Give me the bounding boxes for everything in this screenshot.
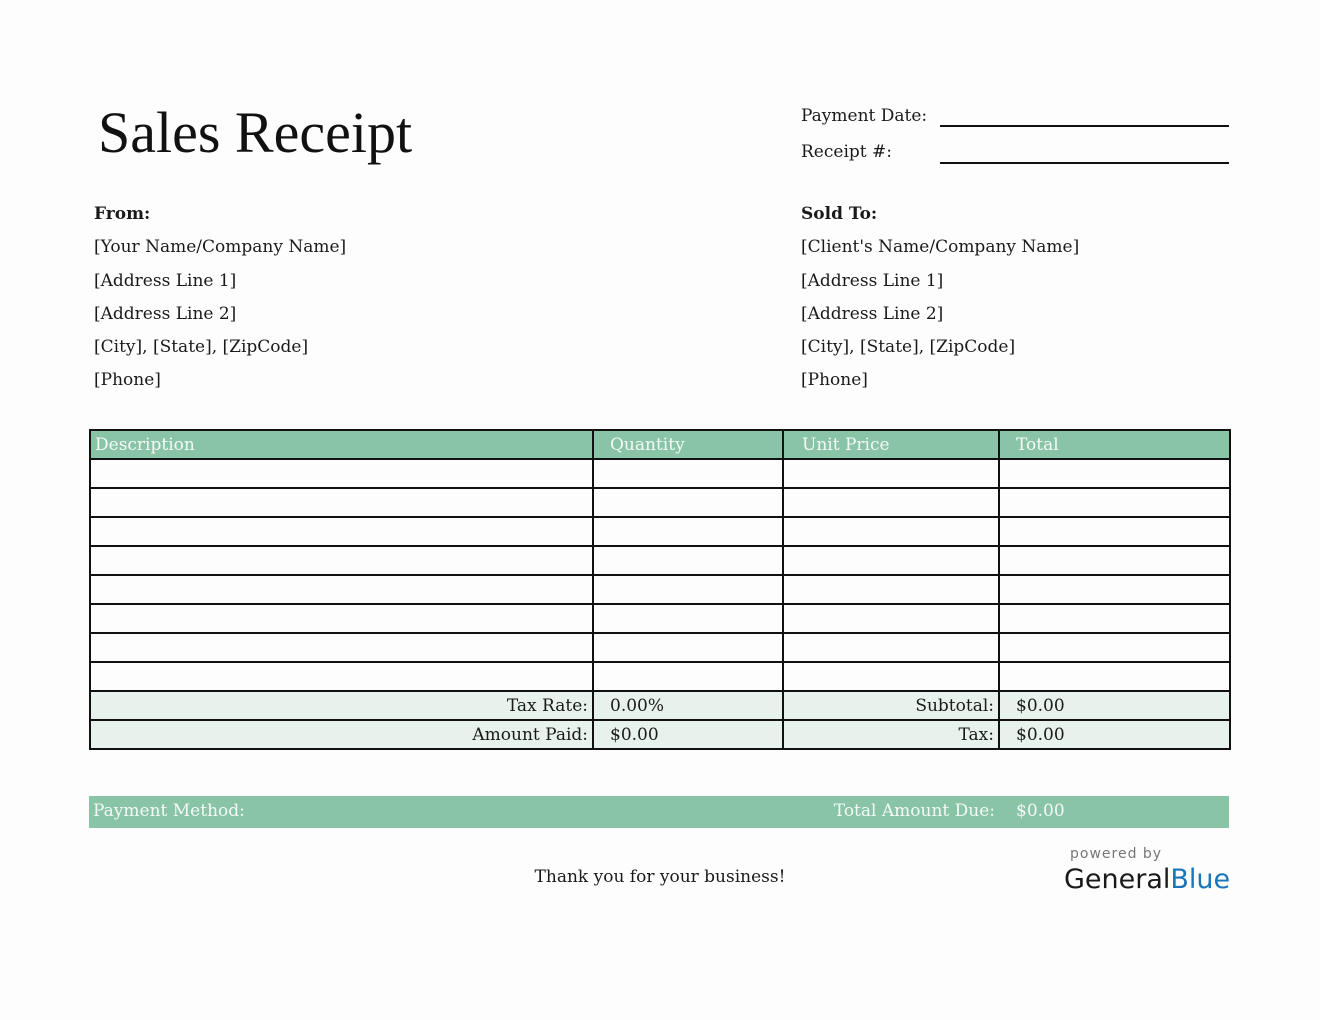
table-row [90, 546, 1230, 575]
total-cell[interactable] [999, 633, 1230, 662]
description-cell[interactable] [90, 575, 593, 604]
table-header-row [90, 430, 1230, 459]
payment-date-label: Payment Date: [801, 106, 928, 126]
amount-paid-value[interactable]: $0.00 [593, 720, 783, 749]
subtotal-label: Subtotal: [783, 691, 999, 720]
tax-value: $0.00 [999, 720, 1230, 749]
total-cell[interactable] [999, 575, 1230, 604]
payment-method-label[interactable]: Payment Method: [93, 801, 245, 821]
line-items-table [89, 429, 1231, 750]
tax-label: Tax: [783, 720, 999, 749]
unit-price-cell[interactable] [783, 459, 999, 488]
sold-to-block [801, 203, 1079, 403]
sold-to-phone[interactable]: [Phone] [801, 370, 868, 391]
amount-paid-label: Amount Paid: [90, 720, 593, 749]
unit-price-cell[interactable] [783, 546, 999, 575]
total-cell[interactable] [999, 604, 1230, 633]
from-city-state-zip[interactable]: [City], [State], [ZipCode] [94, 337, 309, 358]
description-cell[interactable] [90, 662, 593, 691]
unit-price-cell[interactable] [783, 575, 999, 604]
quantity-cell[interactable] [593, 604, 783, 633]
summary-row-tax-rate [90, 691, 1230, 720]
quantity-cell[interactable] [593, 633, 783, 662]
unit-price-cell[interactable] [783, 662, 999, 691]
description-cell[interactable] [90, 546, 593, 575]
total-cell[interactable] [999, 459, 1230, 488]
sold-to-name[interactable]: [Client's Name/Company Name] [801, 237, 1080, 258]
subtotal-value: $0.00 [999, 691, 1230, 720]
quantity-cell[interactable] [593, 575, 783, 604]
from-block [94, 203, 346, 403]
header-total: Total [999, 430, 1230, 459]
logo-general: General [1064, 864, 1171, 895]
table-row [90, 517, 1230, 546]
summary-row-amount-paid [90, 720, 1230, 749]
quantity-cell[interactable] [593, 488, 783, 517]
header-description: Description [90, 430, 593, 459]
quantity-cell[interactable] [593, 662, 783, 691]
sold-to-heading: Sold To: [801, 204, 878, 224]
thank-you-message: Thank you for your business! [534, 867, 786, 887]
from-address-1[interactable]: [Address Line 1] [94, 270, 237, 291]
description-cell[interactable] [90, 633, 593, 662]
tax-rate-label: Tax Rate: [90, 691, 593, 720]
sold-to-address-1[interactable]: [Address Line 1] [801, 270, 944, 291]
logo-blue: Blue [1170, 864, 1231, 895]
unit-price-cell[interactable] [783, 604, 999, 633]
quantity-cell[interactable] [593, 546, 783, 575]
powered-by-text: powered by [1070, 846, 1163, 862]
description-cell[interactable] [90, 488, 593, 517]
unit-price-cell[interactable] [783, 517, 999, 546]
table-row [90, 662, 1230, 691]
from-phone[interactable]: [Phone] [94, 370, 161, 391]
from-name[interactable]: [Your Name/Company Name] [94, 237, 347, 258]
total-due-value: $0.00 [1016, 801, 1065, 821]
table-row [90, 604, 1230, 633]
header-quantity: Quantity [593, 430, 783, 459]
from-address-2[interactable]: [Address Line 2] [94, 303, 237, 324]
header-unit-price: Unit Price [783, 430, 999, 459]
sold-to-address-2[interactable]: [Address Line 2] [801, 303, 944, 324]
unit-price-cell[interactable] [783, 488, 999, 517]
table-row [90, 459, 1230, 488]
table-row [90, 575, 1230, 604]
total-cell[interactable] [999, 546, 1230, 575]
total-cell[interactable] [999, 517, 1230, 546]
description-cell[interactable] [90, 517, 593, 546]
description-cell[interactable] [90, 459, 593, 488]
total-due-bar [89, 796, 1229, 828]
generalblue-logo[interactable] [1064, 862, 1230, 898]
page-title: Sales Receipt [98, 100, 413, 165]
payment-date-field[interactable] [940, 125, 1229, 127]
quantity-cell[interactable] [593, 517, 783, 546]
total-due-label: Total Amount Due: [833, 801, 995, 821]
from-heading: From: [94, 204, 151, 224]
description-cell[interactable] [90, 604, 593, 633]
table-row [90, 633, 1230, 662]
receipt-number-label: Receipt #: [801, 142, 892, 162]
sold-to-city-state-zip[interactable]: [City], [State], [ZipCode] [801, 337, 1016, 358]
tax-rate-value[interactable]: 0.00% [593, 691, 783, 720]
total-cell[interactable] [999, 662, 1230, 691]
total-cell[interactable] [999, 488, 1230, 517]
quantity-cell[interactable] [593, 459, 783, 488]
receipt-number-field[interactable] [940, 162, 1229, 164]
unit-price-cell[interactable] [783, 633, 999, 662]
table-row [90, 488, 1230, 517]
